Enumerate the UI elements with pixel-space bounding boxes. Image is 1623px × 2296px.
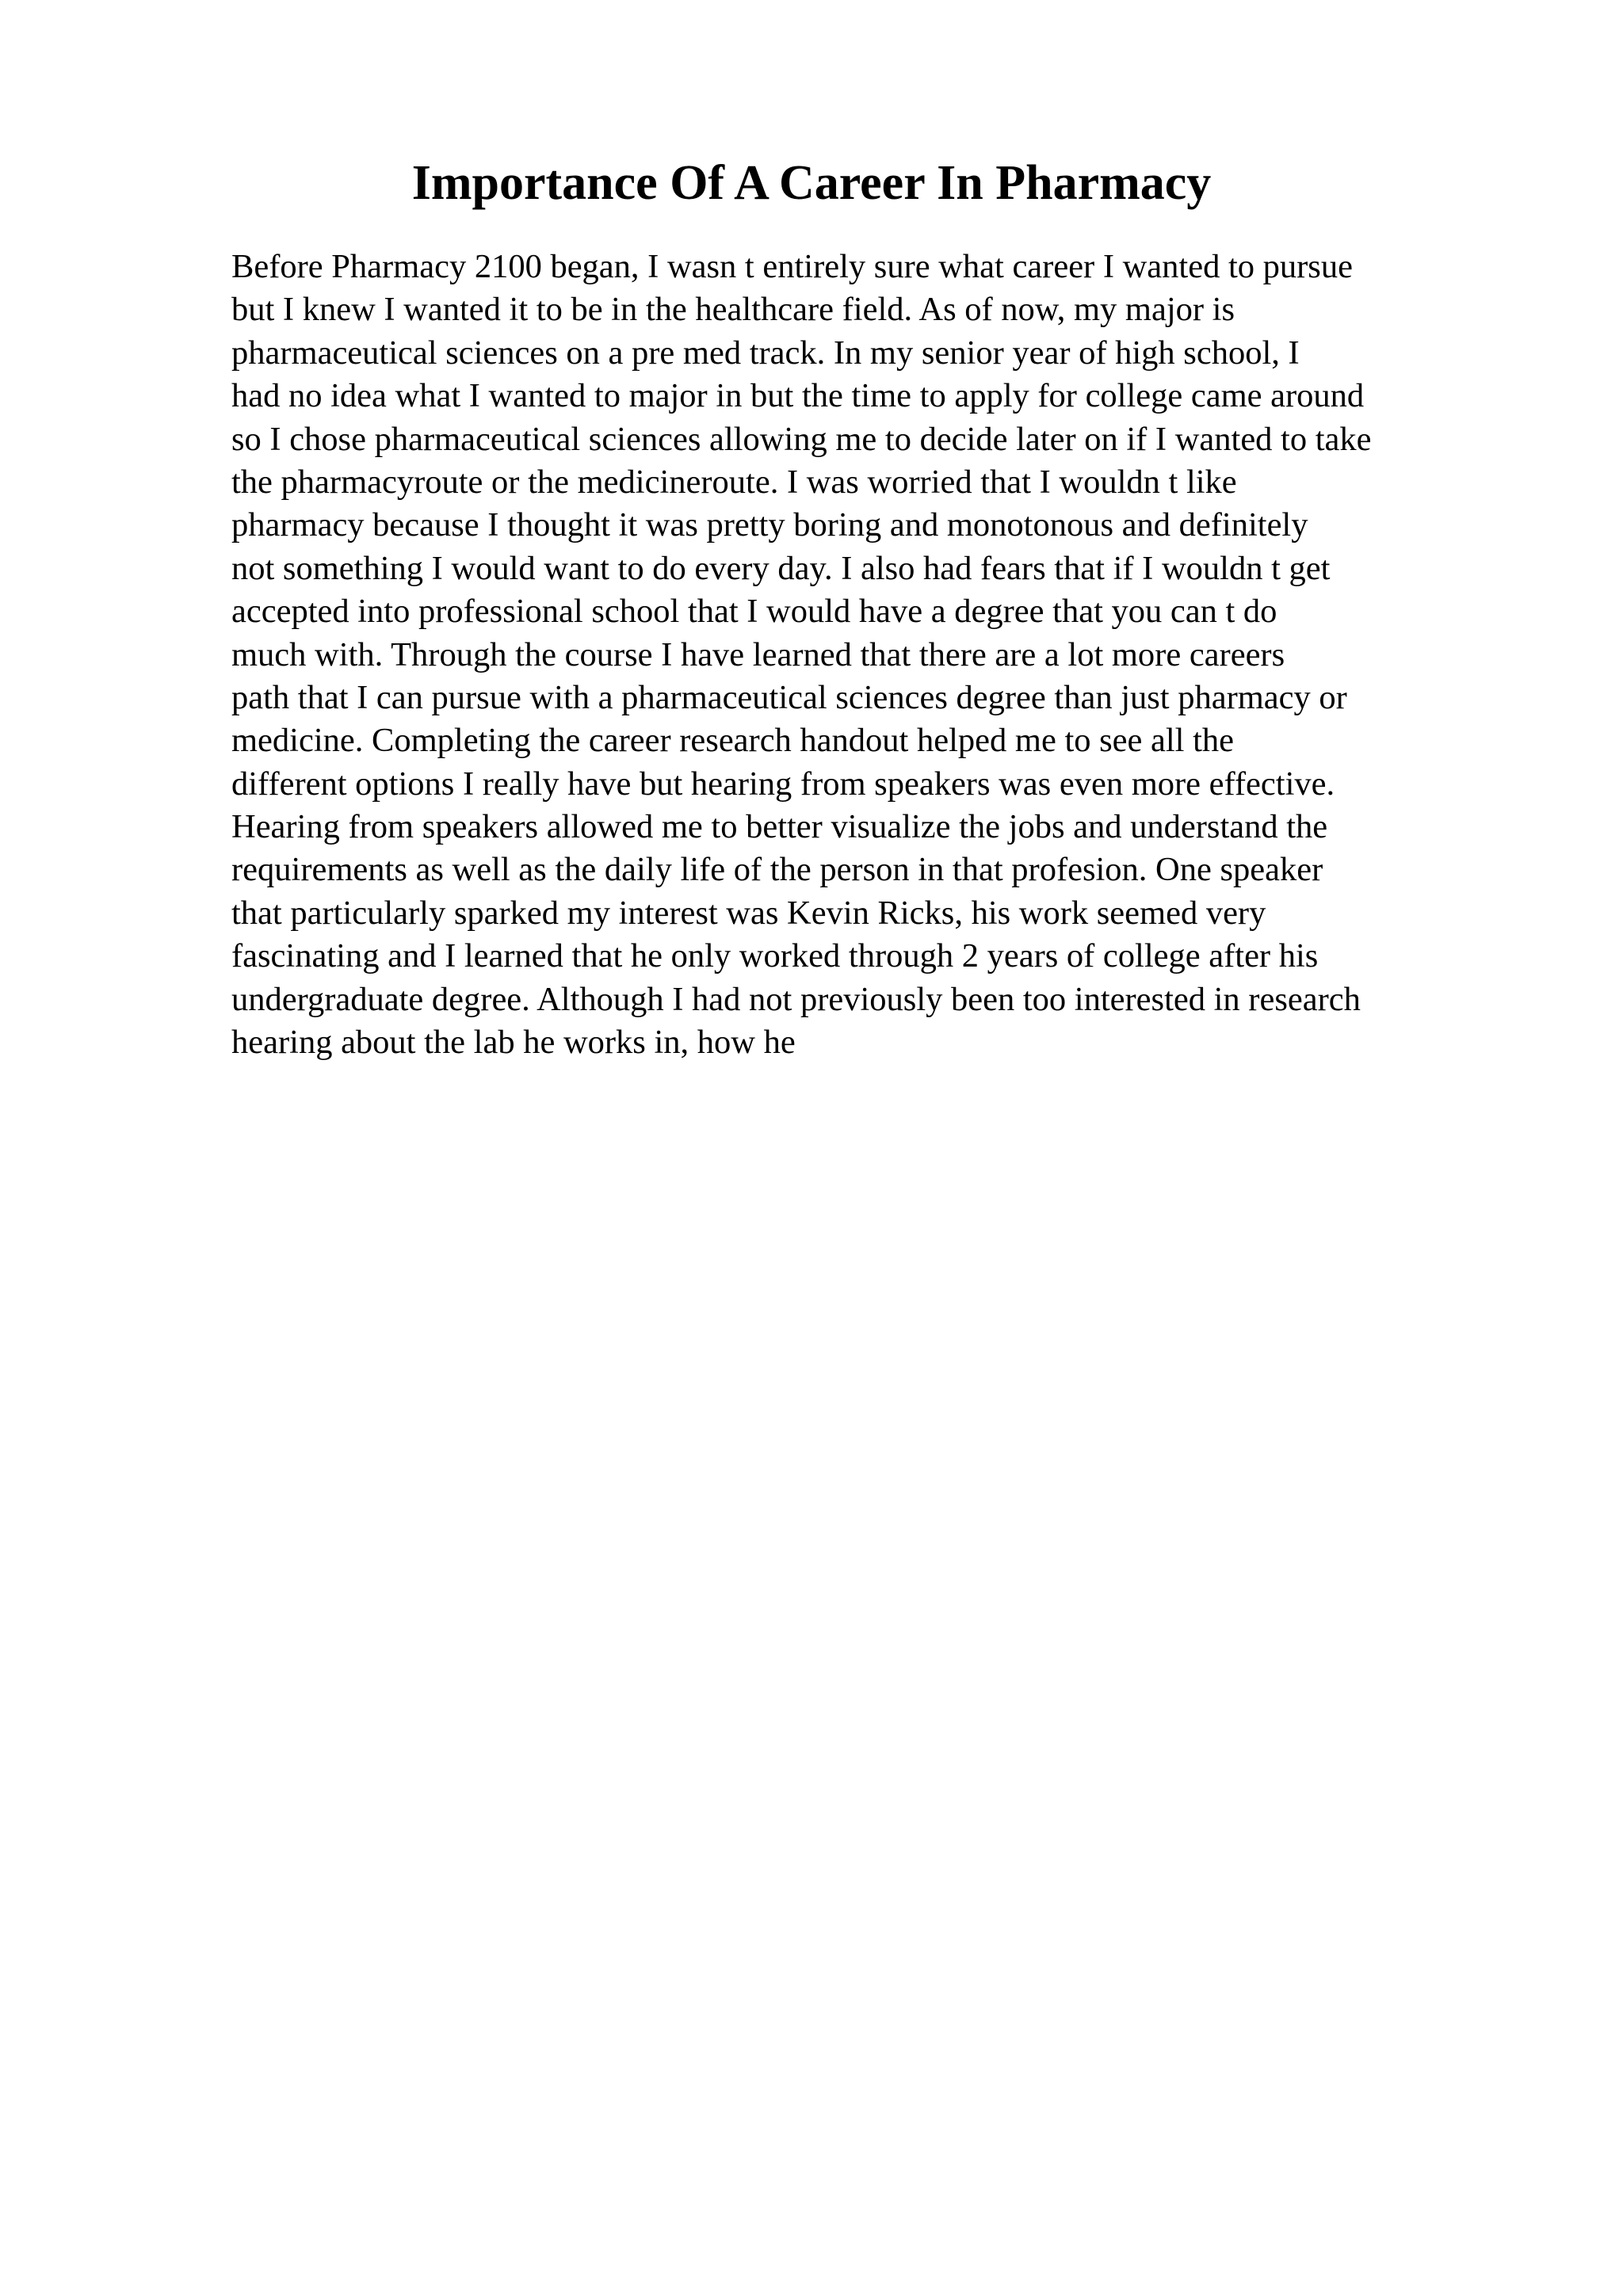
body-line: different options I really have but hearing from speakers was even more effective. <box>231 765 1335 803</box>
body-line: pharmaceutical sciences on a pre med track. In my senior year of high school, I <box>231 334 1300 372</box>
body-line: medicine. Completing the career research handout helped me to see all the <box>231 722 1235 760</box>
body-line: the pharmacyroute or the medicineroute. I was worried that I wouldn t like <box>231 463 1237 501</box>
body-line: pharmacy because I thought it was pretty boring and monotonous and definitely <box>231 506 1308 544</box>
body-line: that particularly sparked my interest was Kevin Ricks, his work seemed very <box>231 894 1266 932</box>
body-line: accepted into professional school that I would have a degree that you can t do <box>231 593 1277 631</box>
body-line: Before Pharmacy 2100 began, I wasn t entirely sure what career I wanted to pursue <box>231 248 1353 285</box>
body-line: not something I would want to do every day. I also had fears that if I wouldn t get <box>231 549 1331 587</box>
body-line: so I chose pharmaceutical sciences allowing me to decide later on if I wanted to take <box>231 420 1372 458</box>
document-title: Importance Of A Career In Pharmacy <box>411 156 1212 210</box>
body-line: had no idea what I wanted to major in but the time to apply for college came around <box>231 377 1365 415</box>
body-line: but I knew I wanted it to be in the healthcare field. As of now, my major is <box>231 291 1235 329</box>
body-line: fascinating and I learned that he only worked through 2 years of college after his <box>231 937 1319 975</box>
body-line: much with. Through the course I have learned that there are a lot more careers <box>231 635 1285 673</box>
document-body <box>231 246 1499 1064</box>
body-line: path that I can pursue with a pharmaceutical sciences degree than just pharmacy or <box>231 678 1347 716</box>
body-line: Hearing from speakers allowed me to better visualize the jobs and understand the <box>231 808 1328 846</box>
body-line: requirements as well as the daily life of the person in that profesion. One speaker <box>231 851 1323 889</box>
body-line: hearing about the lab he works in, how he <box>231 1024 796 1062</box>
body-line: undergraduate degree. Although I had not previously been too interested in research <box>231 980 1361 1018</box>
